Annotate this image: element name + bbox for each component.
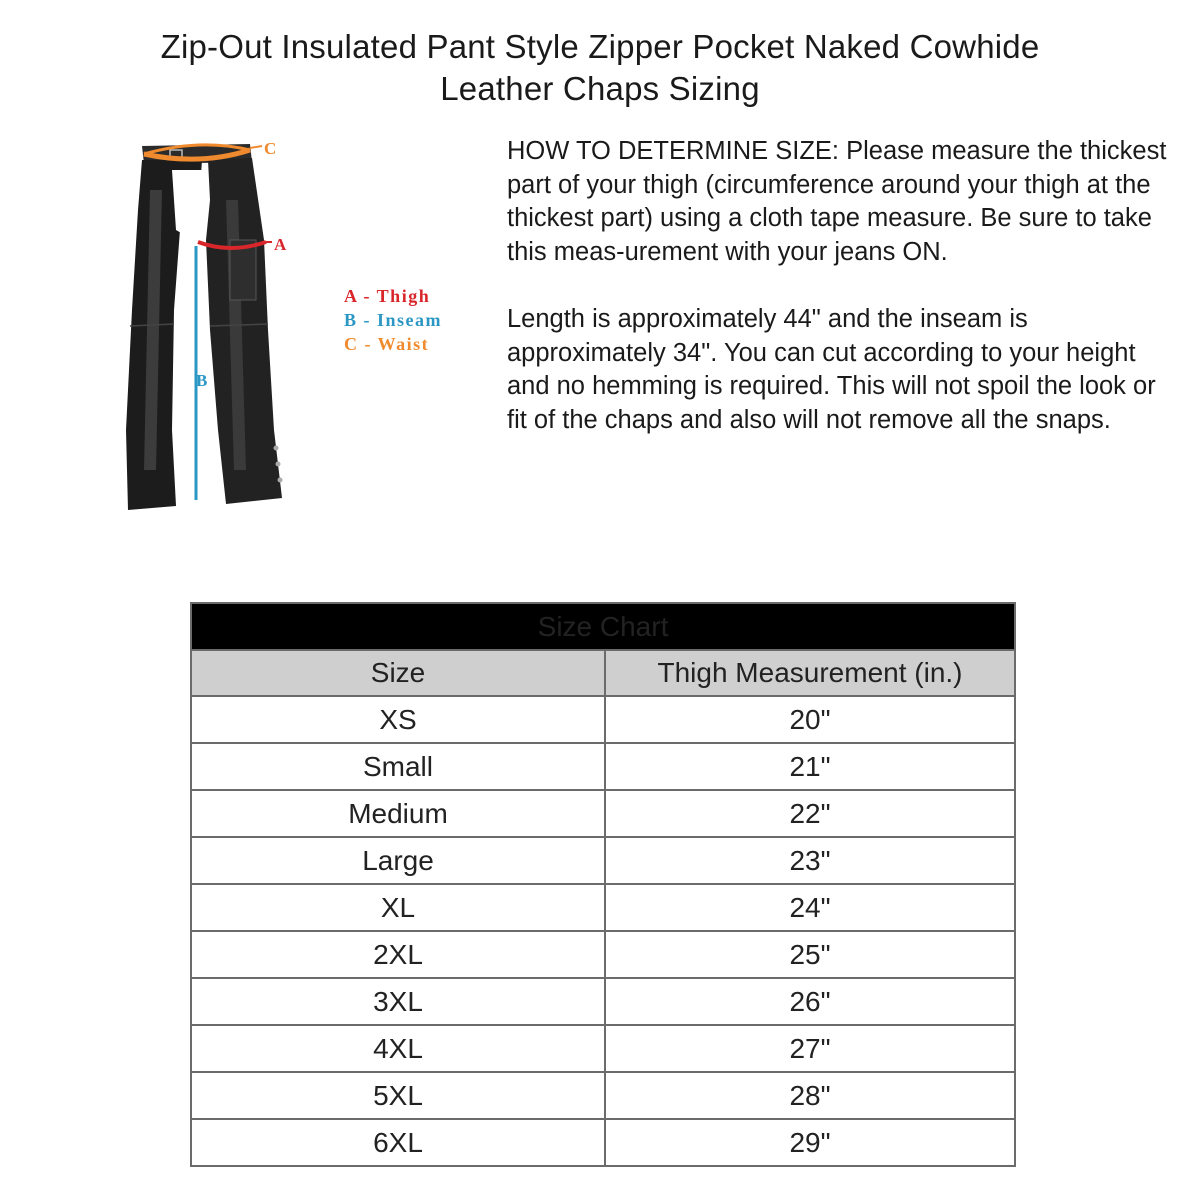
legend-inseam: B - Inseam xyxy=(344,310,443,330)
size-chart-caption: Size Chart xyxy=(191,603,1015,650)
thigh-cell: 26" xyxy=(605,978,1015,1025)
page-title-line-1: Zip-Out Insulated Pant Style Zipper Pocket Naked Cowhide xyxy=(160,28,1040,65)
legend-thigh: A - Thigh xyxy=(344,286,431,306)
size-cell: XL xyxy=(191,884,605,931)
thigh-cell: 24" xyxy=(605,884,1015,931)
table-row xyxy=(191,743,1015,790)
marker-c-label: C xyxy=(264,139,277,158)
thigh-cell: 20" xyxy=(605,696,1015,743)
thigh-cell: 22" xyxy=(605,790,1015,837)
marker-b-label: B xyxy=(196,371,208,390)
thigh-cell: 27" xyxy=(605,1025,1015,1072)
table-row xyxy=(191,1119,1015,1166)
size-cell: Medium xyxy=(191,790,605,837)
page-title-line-2: Leather Chaps Sizing xyxy=(440,70,760,107)
instructions-measure: HOW TO DETERMINE SIZE: Please measure the thickest part of your thigh (circumference around your thigh at the thickest part) using a cloth tape measure. Be sure to take this meas-urement with your jeans ON. xyxy=(507,137,1167,267)
size-cell: 5XL xyxy=(191,1072,605,1119)
table-row xyxy=(191,1025,1015,1072)
size-cell: XS xyxy=(191,696,605,743)
measurement-legend xyxy=(344,284,442,356)
thigh-cell: 23" xyxy=(605,837,1015,884)
table-row xyxy=(191,1072,1015,1119)
table-row xyxy=(191,790,1015,837)
table-row xyxy=(191,931,1015,978)
size-chart-table xyxy=(190,602,1016,1167)
size-cell: 4XL xyxy=(191,1025,605,1072)
column-header-size: Size xyxy=(191,650,605,696)
table-row xyxy=(191,837,1015,884)
marker-a-label: A xyxy=(274,235,287,254)
size-cell: 6XL xyxy=(191,1119,605,1166)
table-row xyxy=(191,884,1015,931)
table-row xyxy=(191,696,1015,743)
size-cell: 2XL xyxy=(191,931,605,978)
table-row xyxy=(191,978,1015,1025)
page-title xyxy=(0,26,1200,110)
sizing-instructions xyxy=(507,135,1177,438)
size-cell: Small xyxy=(191,743,605,790)
size-cell: 3XL xyxy=(191,978,605,1025)
thigh-cell: 29" xyxy=(605,1119,1015,1166)
instructions-length: Length is approximately 44" and the inseam is approximately 34". You can cut according to your height and no hemming is required. This will not spoil the look or fit of the chaps and also will not remove all the snaps. xyxy=(507,304,1156,434)
column-header-thigh: Thigh Measurement (in.) xyxy=(605,650,1015,696)
size-cell: Large xyxy=(191,837,605,884)
legend-waist: C - Waist xyxy=(344,334,430,354)
thigh-cell: 25" xyxy=(605,931,1015,978)
thigh-cell: 28" xyxy=(605,1072,1015,1119)
thigh-cell: 21" xyxy=(605,743,1015,790)
